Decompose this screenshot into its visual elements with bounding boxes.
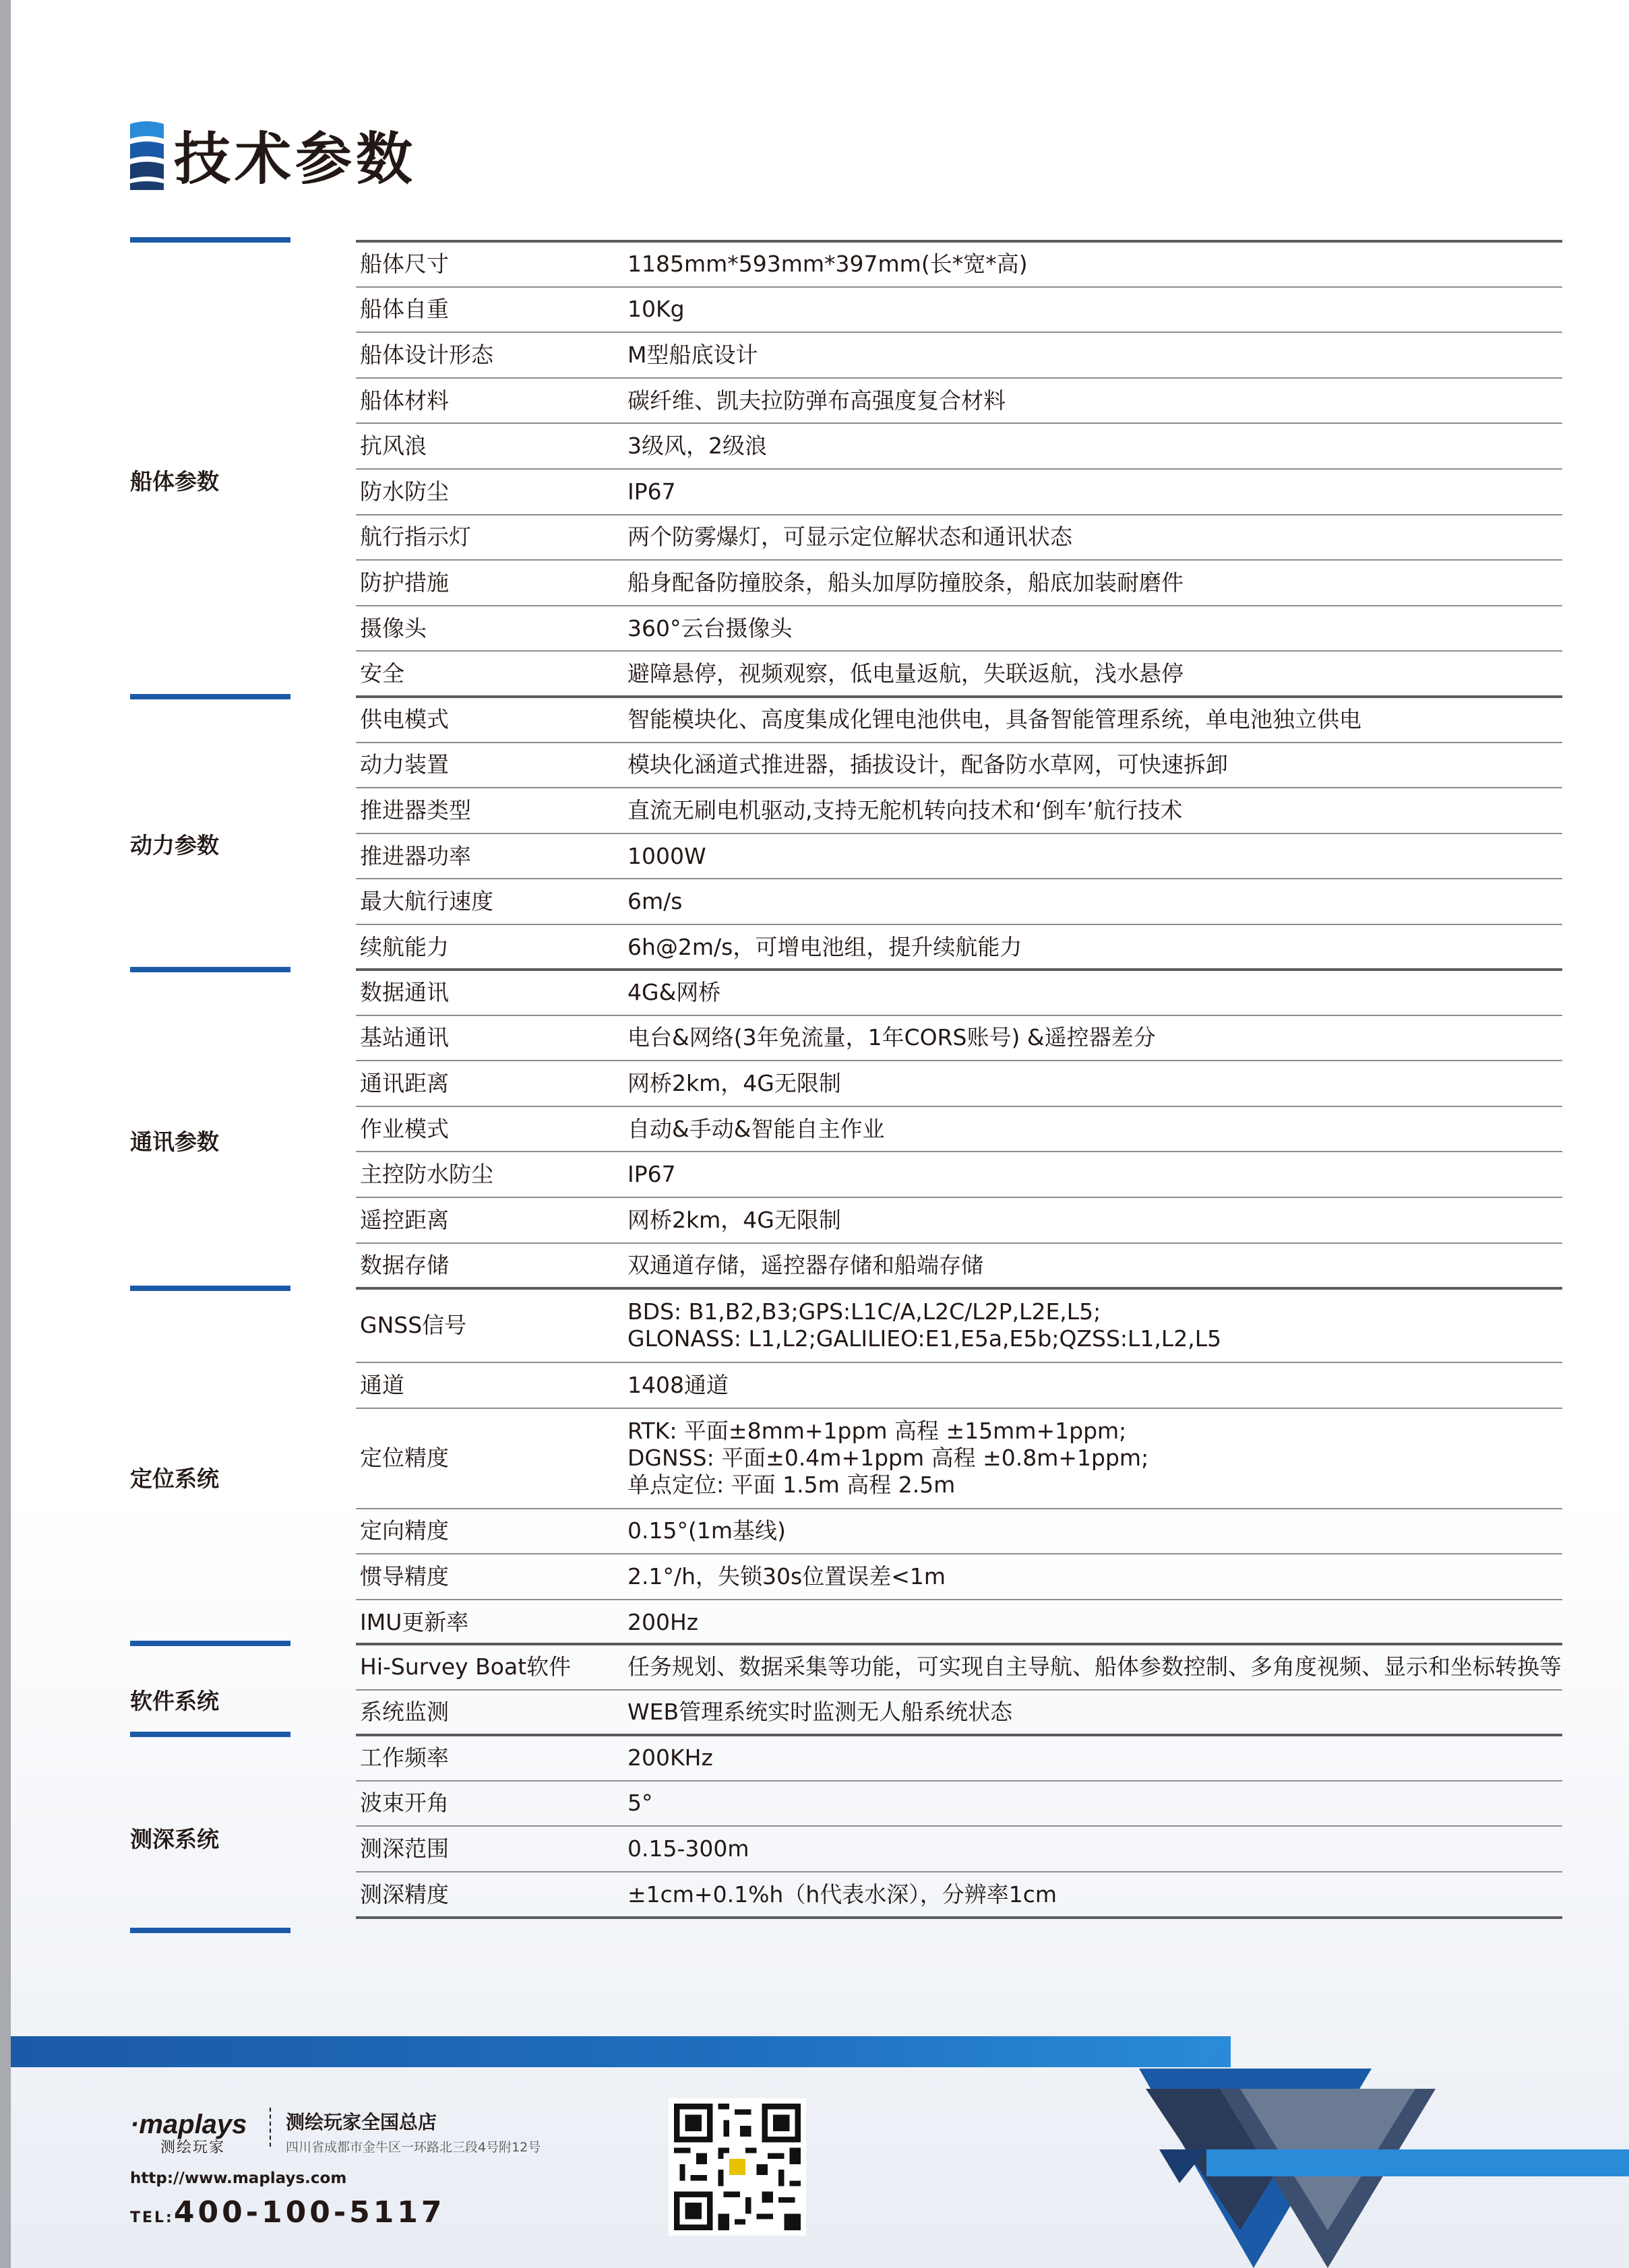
spec-value-line: 4G&网桥	[627, 978, 721, 1005]
section-label: 通讯参数	[130, 1129, 219, 1155]
spec-row	[356, 1015, 1562, 1061]
spec-value-line: 5°	[627, 1790, 653, 1817]
spec-value-line: 两个防雾爆灯，可显示定位解状态和通讯状态	[627, 524, 1072, 550]
spec-value	[627, 1372, 729, 1399]
section-bar	[130, 1641, 290, 1646]
spec-row	[356, 1600, 1562, 1645]
spec-value	[627, 1024, 1156, 1051]
section-bar	[130, 1732, 290, 1737]
spec-row	[356, 606, 1562, 652]
spec-value-line: DGNSS: 平面±0.4m+1ppm 高程 ±0.8m+1ppm;	[627, 1445, 1149, 1472]
section-bar	[130, 237, 290, 243]
spec-value	[627, 751, 1228, 778]
store-name: 测绘玩家全国总店	[286, 2111, 437, 2133]
spec-value-line: 1185mm*593mm*397mm(长*宽*高)	[627, 250, 1028, 277]
spec-key: IMU更新率	[360, 1608, 469, 1635]
logo-subtitle: 测绘玩家	[160, 2139, 226, 2156]
spec-value-line: 0.15°(1m基线)	[627, 1517, 786, 1544]
spec-row	[356, 332, 1562, 378]
spec-value	[627, 1744, 713, 1771]
spec-row	[356, 1061, 1562, 1106]
spec-value-line: 网桥2km，4G无限制	[627, 1069, 841, 1096]
spec-value-line: 船身配备防撞胶条，船头加厚防撞胶条，船底加装耐磨件	[627, 569, 1184, 596]
spec-key: 船体材料	[360, 387, 449, 414]
spec-value-line: 智能模块化、高度集成化锂电池供电，具备智能管理系统，单电池独立供电	[627, 705, 1361, 732]
spec-row	[356, 287, 1562, 333]
tel-number: 400-100-5117	[173, 2195, 445, 2230]
spec-value-line: 任务规划、数据采集等功能，可实现自主导航、船体参数控制、多角度视频、显示和坐标转换等	[627, 1653, 1562, 1680]
spec-row	[356, 1690, 1562, 1736]
spec-value-line: GLONASS: L1,L2;GALILIEO:E1,E5a,E5b;QZSS:L1,L2,L5	[627, 1325, 1222, 1352]
spec-key: 安全	[360, 660, 404, 687]
spec-row	[356, 1243, 1562, 1289]
spec-value-line: 双通道存储，遥控器存储和船端存储	[627, 1252, 983, 1279]
spec-row	[356, 970, 1562, 1015]
spec-value-line: RTK: 平面±8mm+1ppm 高程 ±15mm+1ppm;	[627, 1418, 1127, 1445]
spec-value	[627, 1609, 698, 1636]
spec-value-line: 避障悬停，视频观察，低电量返航，失联返航，浅水悬停	[627, 660, 1184, 687]
spec-row	[356, 879, 1562, 924]
spec-value-line: M型船底设计	[627, 341, 758, 368]
spec-value	[627, 1835, 749, 1862]
section-bar	[130, 967, 290, 972]
spec-value-line: ±1cm+0.1%h（h代表水深），分辨率1cm	[627, 1881, 1057, 1908]
svg-text:·maplays: ·maplays	[130, 2110, 247, 2139]
spec-value	[627, 660, 1184, 687]
spec-key: 通道	[360, 1371, 404, 1398]
spec-value	[627, 296, 685, 323]
spec-row	[356, 788, 1562, 833]
spec-row	[356, 1152, 1562, 1197]
spec-key: 系统监测	[360, 1699, 449, 1726]
spec-key: 供电模式	[360, 705, 449, 732]
spec-value-line: 200KHz	[627, 1744, 713, 1771]
spec-value-line: 网桥2km，4G无限制	[627, 1206, 841, 1233]
spec-value-line: 模块化涵道式推进器，插拔设计，配备防水草网，可快速拆卸	[627, 751, 1228, 778]
spec-key: 防护措施	[360, 569, 449, 596]
spec-value	[627, 433, 767, 460]
spec-value	[627, 1881, 1057, 1908]
spec-value	[627, 1298, 1221, 1352]
spec-value-line: IP67	[627, 478, 676, 505]
spec-key: 测深范围	[360, 1835, 449, 1862]
telephone	[130, 2194, 445, 2237]
spec-row	[356, 833, 1562, 879]
spec-row	[356, 1106, 1562, 1152]
spec-value	[627, 1563, 946, 1590]
spec-key: 防水防尘	[360, 478, 449, 505]
spec-key: 船体设计形态	[360, 341, 493, 368]
spec-key: 抗风浪	[360, 433, 427, 460]
page-title: 技术参数	[174, 126, 417, 192]
spec-row	[356, 423, 1562, 469]
spec-row	[356, 515, 1562, 561]
left-edge-strip	[0, 0, 11, 2268]
section-label: 定位系统	[130, 1466, 219, 1492]
spec-row	[356, 1408, 1562, 1509]
spec-value-line: 0.15-300m	[627, 1835, 749, 1862]
spec-value	[627, 1790, 653, 1817]
spec-key: 续航能力	[360, 933, 449, 960]
website-link[interactable]: http://www.maplays.com	[130, 2170, 347, 2187]
spec-value	[627, 797, 1182, 824]
spec-key: GNSS信号	[360, 1312, 467, 1338]
spec-value-line: WEB管理系统实时监测无人船系统状态	[627, 1699, 1013, 1726]
section-label: 软件系统	[130, 1688, 219, 1714]
spec-value	[627, 1653, 1562, 1680]
spec-value-line: 200Hz	[627, 1608, 699, 1635]
spec-row	[356, 1735, 1562, 1781]
spec-key: 船体尺寸	[360, 250, 449, 277]
spec-key: 数据通讯	[360, 978, 449, 1005]
spec-row	[356, 378, 1562, 424]
spec-row	[356, 743, 1562, 788]
spec-value-line: BDS: B1,B2,B3;GPS:L1C/A,L2C/L2P,L2E,L5;	[627, 1298, 1101, 1325]
spec-value	[627, 888, 682, 915]
spec-value	[627, 706, 1361, 733]
spec-value	[627, 1252, 983, 1279]
spec-value	[627, 615, 793, 642]
spec-key: 工作频率	[360, 1744, 449, 1771]
section-label: 测深系统	[130, 1826, 219, 1852]
spec-key: 基站通讯	[360, 1024, 449, 1051]
spec-key: 作业模式	[360, 1115, 449, 1142]
spec-row	[356, 1509, 1562, 1554]
spec-row	[356, 1826, 1562, 1872]
spec-value	[627, 1116, 884, 1143]
logo-separator	[270, 2108, 272, 2147]
spec-row	[356, 1288, 1562, 1362]
spec-key: 推进器类型	[360, 796, 471, 823]
title-logo-icon	[130, 119, 164, 190]
spec-key: Hi-Survey Boat软件	[360, 1653, 572, 1680]
spec-row	[356, 560, 1562, 606]
section-label: 动力参数	[130, 832, 219, 858]
spec-value-line: IP67	[627, 1161, 676, 1188]
spec-value	[627, 979, 720, 1006]
spec-key: 最大航行速度	[360, 888, 493, 915]
spec-value	[627, 387, 1006, 414]
spec-key: 惯导精度	[360, 1563, 449, 1589]
spec-value-line: 3级风，2级浪	[627, 433, 767, 460]
spec-value-line: 碳纤维、凯夫拉防弹布高强度复合材料	[627, 387, 1006, 414]
spec-value	[627, 342, 758, 369]
section-bar	[130, 1286, 290, 1291]
spec-row	[356, 1644, 1562, 1690]
spec-row	[356, 1197, 1562, 1243]
spec-value	[627, 934, 1022, 961]
spec-value-line: 1000W	[627, 842, 706, 869]
spec-row	[356, 1781, 1562, 1827]
spec-key: 主控防水防尘	[360, 1161, 493, 1188]
decorative-triangles	[1132, 2062, 1629, 2268]
spec-value-line: 单点定位: 平面 1.5m 高程 2.5m	[627, 1472, 956, 1499]
spec-key: 航行指示灯	[360, 524, 471, 550]
spec-key: 推进器功率	[360, 842, 471, 869]
spec-value-line: 6h@2m/s，可增电池组，提升续航能力	[627, 933, 1022, 960]
spec-value-line: 10Kg	[627, 296, 685, 323]
spec-key: 数据存储	[360, 1252, 449, 1279]
spec-value	[627, 1699, 1012, 1726]
spec-row	[356, 469, 1562, 515]
spec-row	[356, 241, 1562, 287]
spec-key: 定向精度	[360, 1517, 449, 1544]
spec-value-line: 电台&网络(3年免流量，1年CORS账号) &遥控器差分	[627, 1024, 1156, 1051]
spec-value	[627, 1517, 786, 1544]
spec-key: 动力装置	[360, 751, 449, 778]
spec-value	[627, 1207, 841, 1234]
spec-row	[356, 1554, 1562, 1600]
spec-value-line: 自动&手动&智能自主作业	[627, 1115, 885, 1142]
spec-value-line: 1408通道	[627, 1371, 729, 1398]
qr-code-icon[interactable]	[669, 2098, 806, 2236]
spec-value	[627, 569, 1184, 596]
footer-band	[11, 2036, 1231, 2067]
table-bottom-rule	[356, 1916, 1562, 1919]
section-bar	[130, 1928, 290, 1933]
tel-label: TEL:	[130, 2209, 174, 2226]
spec-key: 测深精度	[360, 1881, 449, 1908]
spec-value	[627, 478, 676, 505]
spec-row	[356, 1362, 1562, 1408]
spec-value-line: 360°云台摄像头	[627, 615, 793, 641]
spec-key: 波束开角	[360, 1790, 449, 1817]
spec-row	[356, 651, 1562, 697]
spec-row	[356, 924, 1562, 970]
spec-value	[627, 1070, 841, 1097]
spec-value	[627, 251, 1028, 278]
spec-row	[356, 697, 1562, 743]
spec-value-line: 2.1°/h，失锁30s位置误差<1m	[627, 1563, 946, 1589]
store-address: 四川省成都市金牛区一环路北三段4号附12号	[286, 2140, 541, 2155]
spec-row	[356, 1872, 1562, 1918]
spec-value-line: 6m/s	[627, 888, 683, 915]
spec-key: 摄像头	[360, 615, 427, 641]
spec-key: 遥控距离	[360, 1206, 449, 1233]
spec-key: 通讯距离	[360, 1069, 449, 1096]
spec-key: 定位精度	[360, 1445, 449, 1472]
spec-value	[627, 1418, 1148, 1499]
spec-value	[627, 843, 706, 870]
spec-value	[627, 524, 1072, 550]
section-label: 船体参数	[130, 468, 219, 495]
spec-value-line: 直流无刷电机驱动,支持无舵机转向技术和‘倒车’航行技术	[627, 796, 1183, 823]
section-bar	[130, 694, 290, 699]
spec-value	[627, 1161, 676, 1188]
spec-key: 船体自重	[360, 296, 449, 323]
